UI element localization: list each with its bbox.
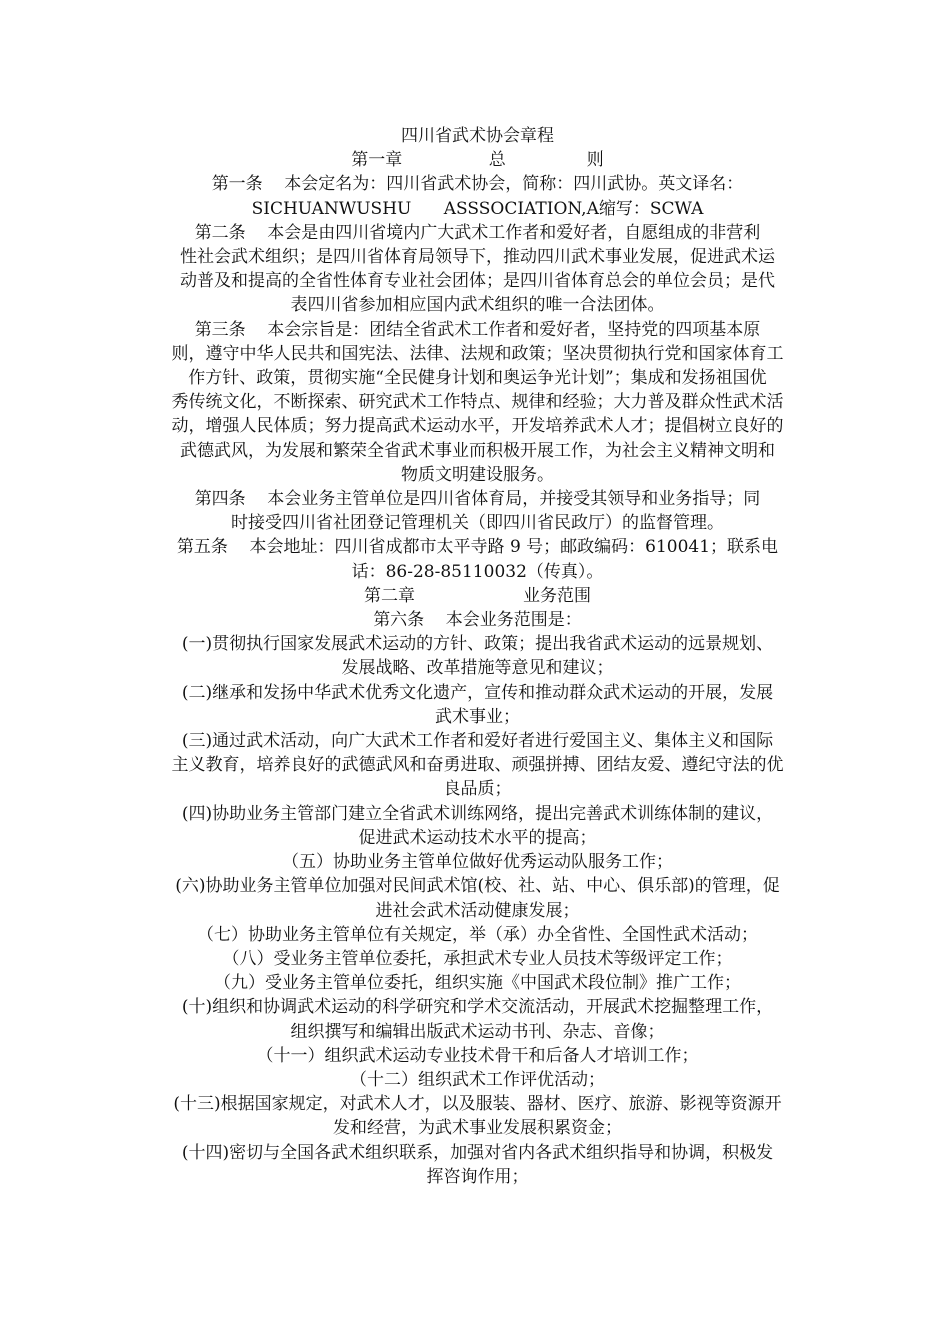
article-6-item-11: （十一）组织武术运动专业技术骨干和后备人才培训工作； <box>256 1045 699 1066</box>
article-2-line-1: 第二条 本会是由四川省境内广大武术工作者和爱好者，自愿组成的非营利 <box>194 222 761 243</box>
article-6-item-1-line-1: (一)贯彻执行国家发展武术运动的方针、政策；提出我省武术运动的远景规划、 <box>181 634 774 655</box>
article-6-item-1-line-2: 发展战略、改革措施等意见和建议； <box>341 658 614 679</box>
article-3-line-1: 第三条 本会宗旨是：团结全省武术工作者和爱好者，坚持党的四项基本原 <box>194 319 761 340</box>
article-6-item-6-line-2: 进社会武术活动健康发展； <box>375 900 580 921</box>
article-6-item-7: （七）协助业务主管单位有关规定，举（承）办全省性、全国性武术活动； <box>197 924 758 945</box>
article-4-line-2: 时接受四川省社团登记管理机关（即四川省民政厅）的监督管理。 <box>231 513 724 534</box>
article-6-item-6-line-1: (六)协助业务主管单位加强对民间武术馆(校、社、站、中心、俱乐部)的管理，促 <box>175 876 780 897</box>
article-6-item-13-line-2: 发和经营，为武术事业发展积累资金； <box>333 1118 622 1139</box>
article-3-line-4: 秀传统文化，不断探索、研究武术工作特点、规律和经验；大力普及群众性武术活 <box>171 392 784 413</box>
chapter-2-heading: 第二章 业务范围 <box>363 585 592 606</box>
article-3-line-6: 武德武风，为发展和繁荣全省武术事业而积极开展工作，为社会主义精神文明和 <box>180 440 775 461</box>
article-2-line-2: 性社会武术组织；是四川省体育局领导下，推动四川武术事业发展，促进武术运 <box>180 247 775 268</box>
article-6-item-2-line-1: (二)继承和发扬中华武术优秀文化遗产，宣传和推动群众武术运动的开展，发展 <box>181 682 774 703</box>
article-6-item-13-line-1: (十三)根据国家规定，对武术人才，以及服装、器材、医疗、旅游、影视等资源开 <box>173 1094 782 1115</box>
article-1-line-1: 第一条 本会定名为：四川省武术协会，简称：四川武协。英文译名： <box>211 174 744 195</box>
article-3-line-5: 动，增强人民体质；努力提高武术运动水平，开发培养武术人才；提倡树立良好的 <box>171 416 784 437</box>
chapter-1-heading: 第一章 总 则 <box>351 150 604 171</box>
article-5-line-1: 第五条 本会地址：四川省成都市太平寺路 9 号；邮政编码：610041；联系电 <box>176 537 779 558</box>
document-title: 四川省武术协会章程 <box>401 126 554 146</box>
article-4-line-1: 第四条 本会业务主管单位是四川省体育局，并接受其领导和业务指导；同 <box>194 489 761 510</box>
article-6-item-14-line-2: 挥咨询作用； <box>426 1166 529 1187</box>
article-6-item-5: （五）协助业务主管单位做好优秀运动队服务工作； <box>282 852 673 873</box>
article-1-line-2: SICHUANWUSHU ASSSOCIATION,A缩写：SCWA <box>251 198 704 219</box>
article-6-item-3-line-1: (三)通过武术活动，向广大武术工作者和爱好者进行爱国主义、集体主义和国际 <box>181 731 774 752</box>
article-6-item-3-line-2: 主义教育，培养良好的武德武风和奋勇进取、顽强拼搏、团结友爱、遵纪守法的优 <box>171 755 784 776</box>
article-2-line-4: 表四川省参加相应国内武术组织的唯一合法团体。 <box>290 295 665 316</box>
article-6-intro: 第六条 本会业务范围是： <box>373 610 582 631</box>
article-6-item-4-line-2: 促进武术运动技术水平的提高； <box>358 827 597 848</box>
article-3-line-7: 物质文明建设服务。 <box>401 464 554 485</box>
article-6-item-12: （十二）组织武术工作评优活动； <box>350 1069 605 1090</box>
article-6-item-9: （九）受业务主管单位委托，组织实施《中国武术段位制》推广工作； <box>214 973 741 994</box>
article-2-line-3: 动普及和提高的全省性体育专业社会团体；是四川省体育总会的单位会员；是代 <box>180 271 775 292</box>
article-6-item-10-line-1: (十)组织和协调武术运动的科学研究和学术交流活动，开展武术挖掘整理工作， <box>181 997 774 1018</box>
article-5-line-2: 话：86-28-85110032（传真）。 <box>351 561 604 582</box>
article-6-item-4-line-1: (四)协助业务主管部门建立全省武术训练网络，提出完善武术训练体制的建议， <box>181 803 774 824</box>
article-3-line-2: 则，遵守中华人民共和国宪法、法律、法规和政策；坚决贯彻执行党和国家体育工 <box>171 343 784 364</box>
article-6-item-8: （八）受业务主管单位委托，承担武术专业人员技术等级评定工作； <box>222 948 733 969</box>
article-6-item-14-line-1: (十四)密切与全国各武术组织联系，加强对省内各武术组织指导和协调，积极发 <box>181 1142 774 1163</box>
article-3-line-3: 作方针、政策，贯彻实施“全民健身计划和奥运争光计划”；集成和发扬祖国优 <box>188 368 767 389</box>
document-page <box>145 124 810 1189</box>
article-6-item-10-line-2: 组织撰写和编辑出版武术运动书刊、杂志、音像； <box>290 1021 665 1042</box>
article-6-item-2-line-2: 武术事业； <box>435 706 520 727</box>
article-6-item-3-line-3: 良品质； <box>443 779 512 800</box>
